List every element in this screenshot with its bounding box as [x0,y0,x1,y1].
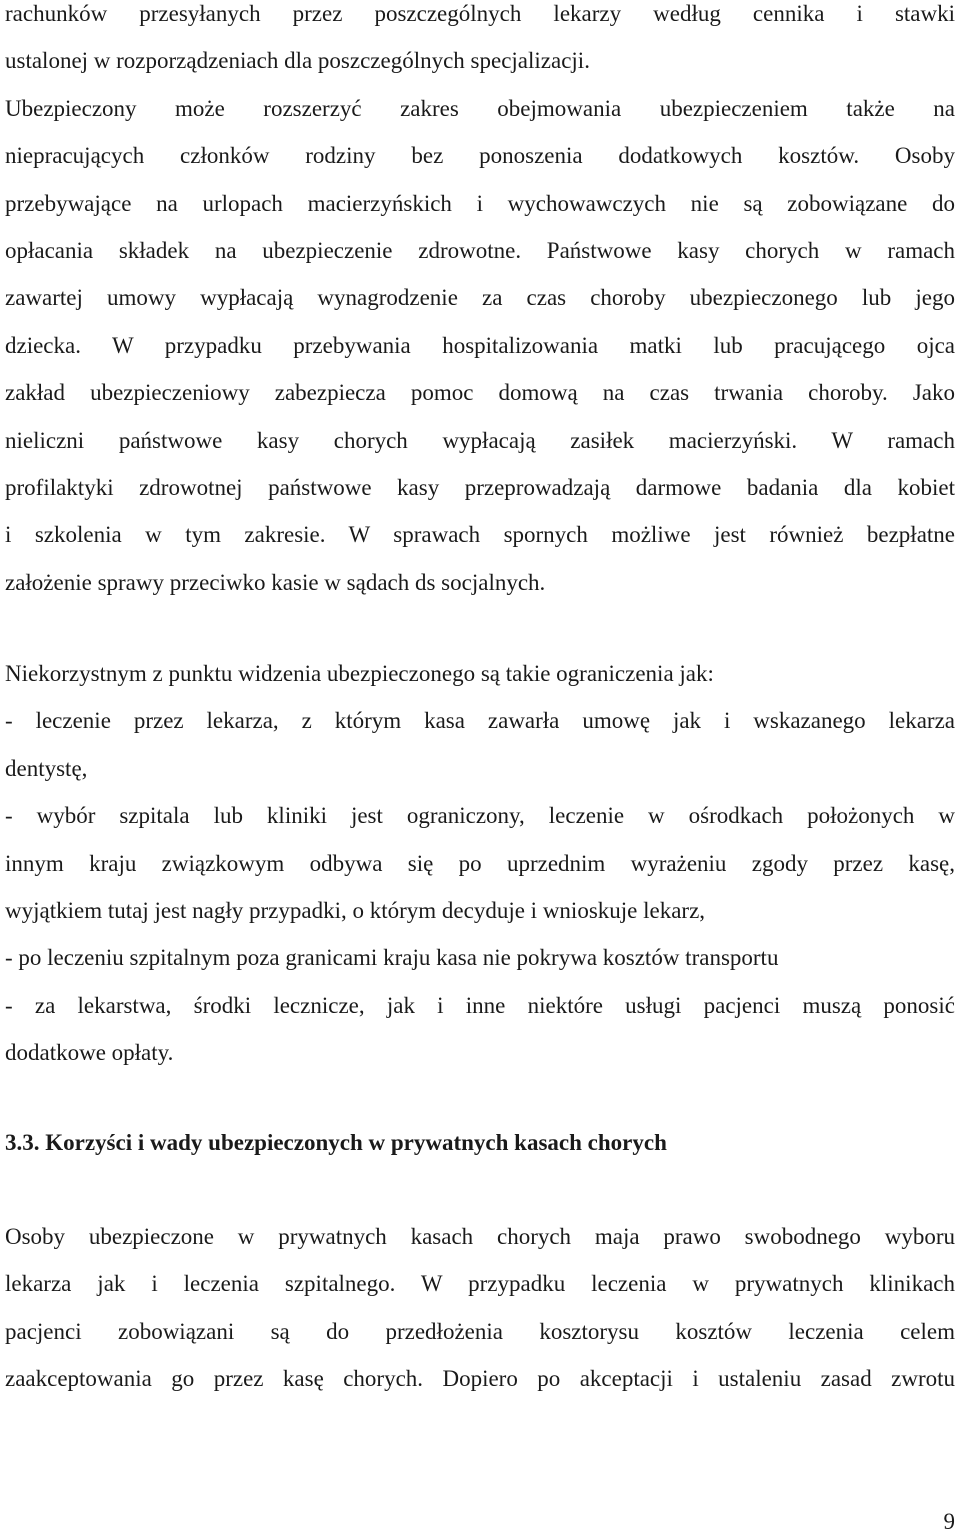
text-line: rachunków przesyłanych przez poszczególnych lekarzy według cennika i stawki [5,1,955,26]
text-line: Ubezpieczony może rozszerzyć zakres obejmowania ubezpieczeniem także na [5,95,955,121]
text-line: Osoby ubezpieczone w prywatnych kasach chorych maja prawo swobodnego wyboru [5,1224,955,1249]
text-line: - po leczeniu szpitalnym poza granicami kraju kasa nie pokrywa kosztów transportu [5,945,779,971]
text-line: innym kraju związkowym odbywa się po uprzednim wyrażeniu zgody przez kasę, [5,850,955,876]
text-line: - leczenie przez lekarza, z którym kasa zawarła umowę jak i wskazanego lekarza [5,708,955,734]
text-line: dentystę, [5,755,88,781]
paragraph-limitations [5,650,955,1077]
paragraph-private-insurance [5,1213,955,1403]
text-line: zakład ubezpieczeniowy zabezpiecza pomoc domową na czas trwania choroby. Jako [5,380,955,406]
section-heading: 3.3. Korzyści i wady ubezpieczonych w prywatnych kasach chorych [5,1130,667,1155]
text-line: profilaktyki zdrowotnej państwowe kasy przeprowadzają darmowe badania dla kobiet [5,475,955,501]
text-line: nieliczni państwowe kasy chorych wypłacają zasiłek macierzyński. W ramach [5,427,955,453]
text-line: przebywające na urlopach macierzyńskich i wychowawczych nie są zobowiązane do [5,190,955,216]
text-line: wyjątkiem tutaj jest nagły przypadki, o którym decyduje i wnioskuje lekarz, [5,898,706,924]
text-line: ustalonej w rozporządzeniach dla poszczególnych specjalizacji. [5,48,590,74]
text-line: zawartej umowy wypłacają wynagrodzenie za czas choroby ubezpieczonego lub jego [5,285,955,311]
text-line: i szkolenia w tym zakresie. W sprawach spornych możliwe jest również bezpłatne [5,522,955,548]
text-line: założenie sprawy przeciwko kasie w sądach ds socjalnych. [5,569,546,595]
text-line: dodatkowe opłaty. [5,1040,174,1066]
text-line: zaakceptowania go przez kasę chorych. Dopiero po akceptacji i ustaleniu zasad zwrotu [5,1366,955,1392]
text-line: lekarza jak i leczenia szpitalnego. W przypadku leczenia w prywatnych klinikach [5,1271,955,1297]
text-line: niepracujących członków rodziny bez ponoszenia dodatkowych kosztów. Osoby [5,143,955,169]
text-line: pacjenci zobowiązani są do przedłożenia kosztorysu kosztów leczenia celem [5,1318,955,1344]
text-line: dziecka. W przypadku przebywania hospitalizowania matki lub pracującego ojca [5,332,955,358]
text-line: - wybór szpitala lub kliniki jest ograniczony, leczenie w ośrodkach położonych w [5,803,955,829]
text-line: Niekorzystnym z punktu widzenia ubezpieczonego są takie ograniczenia jak: [5,661,714,686]
text-line: opłacania składek na ubezpieczenie zdrowotne. Państwowe kasy chorych w ramach [5,238,955,264]
text-line: - za lekarstwa, środki lecznicze, jak i inne niektóre usługi pacjenci muszą ponosić [5,992,955,1018]
page-number: 9 [943,1509,955,1534]
paragraph-intro [5,0,955,606]
